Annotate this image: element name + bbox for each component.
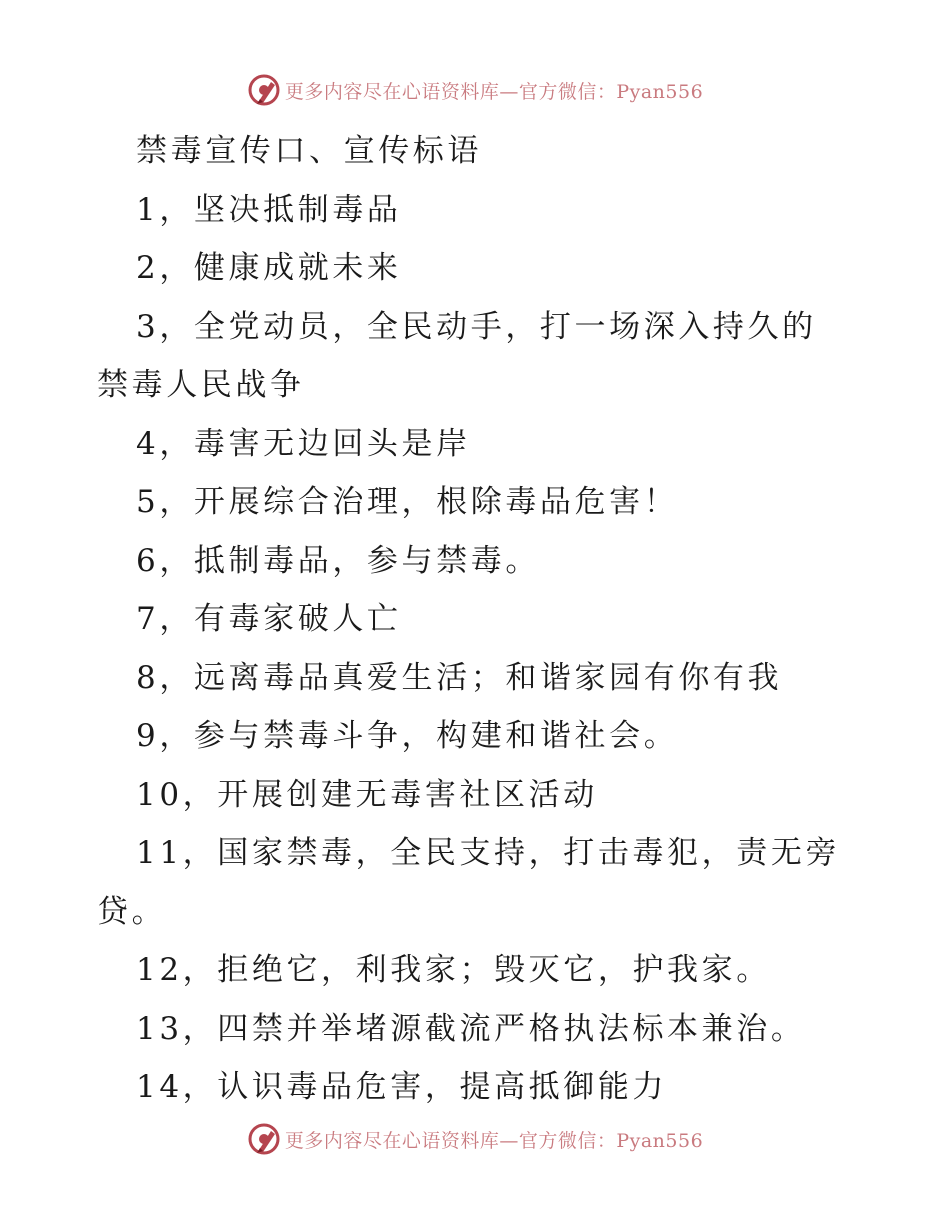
slogan-item: 7，有毒家破人亡 — [136, 601, 402, 637]
slogan-item: 9，参与禁毒斗争，构建和谐社会。 — [136, 718, 679, 754]
slogan-item: 6，抵制毒品，参与禁毒。 — [136, 542, 540, 579]
footer-banner — [0, 1119, 950, 1159]
slogan-item: 14，认识毒品危害，提高抵御能力 — [136, 1069, 668, 1105]
slogan-item: 3，全党动员，全民动手，打一场深入持久的禁毒人民战争 — [97, 308, 817, 403]
pen-nib-logo-icon — [247, 73, 281, 107]
slogan-item: 8，远离毒品真爱生活；和谐家园有你有我 — [136, 659, 783, 696]
slogan-item: 2，健康成就未来 — [136, 250, 402, 286]
slogan-item: 13，四禁并举堵源截流严格执法标本兼治。 — [136, 1010, 806, 1047]
slogan-item: 5，开展综合治理，根除毒品危害！ — [136, 484, 679, 520]
document-body — [97, 122, 842, 1117]
slogan-item: 1，坚决抵制毒品 — [136, 191, 402, 228]
pen-nib-logo-icon — [247, 1122, 281, 1156]
footer-banner-text: 更多内容尽在心语资料库—官方微信：Pyan556 — [284, 1129, 704, 1152]
slogan-item: 12，拒绝它，利我家；毁灭它，护我家。 — [136, 952, 771, 988]
document-title: 禁毒宣传口、宣传标语 — [136, 133, 482, 169]
header-banner — [0, 70, 950, 110]
slogan-item: 11，国家禁毒，全民支持，打击毒犯，责无旁贷。 — [97, 835, 841, 930]
slogan-item: 4，毒害无边回头是岸 — [136, 425, 471, 462]
slogan-item: 10，开展创建无毒害社区活动 — [136, 776, 598, 813]
header-banner-text: 更多内容尽在心语资料库—官方微信：Pyan556 — [284, 80, 704, 103]
